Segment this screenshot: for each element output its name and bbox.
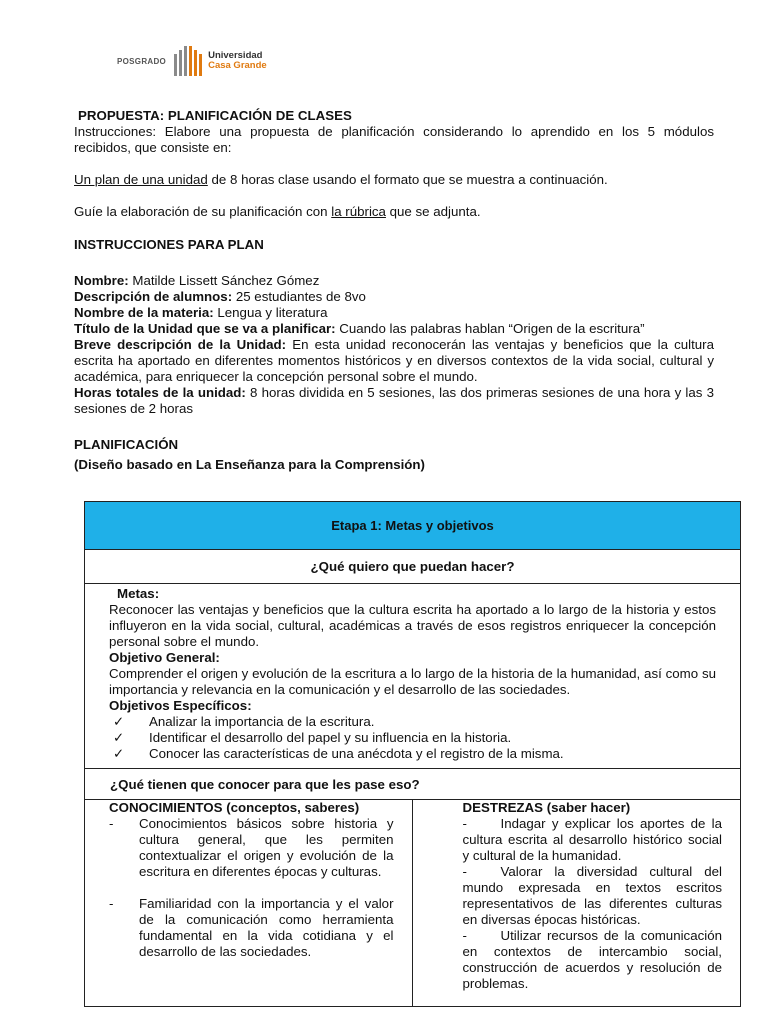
- planning-table: [84, 501, 741, 1007]
- metas-text: Reconocer las ventajas y beneficios que la cultura escrita ha aportado a lo largo de la historia y estos influyeron en la vida social, cultural, académicas a través de esos registros enriquecer la concepción personal sobre el mundo.: [109, 602, 716, 649]
- goals-cell: [85, 583, 740, 768]
- unit-description-line: Breve descripción de la Unidad: En esta unidad reconocerán las ventajas y beneficios que la cultura escrita ha aportado en diferentes momentos históricos y en diversos contextos de la vida social, cultural y académica, para enriquecer la concepción personal sobre el mundo.: [74, 337, 714, 384]
- students-line: Descripción de alumnos: 25 estudiantes de 8vo: [74, 289, 366, 304]
- check-icon: ✓: [113, 746, 125, 761]
- unit-title-line: Título de la Unidad que se va a planificar: Cuando las palabras hablan “Origen de la escritura”: [74, 321, 645, 336]
- university-name-line2: Casa Grande: [208, 60, 267, 71]
- list-item: - Indagar y explicar los aportes de la cultura escrita al desarrollo histórico social y cultural de la humanidad.: [462, 816, 722, 863]
- general-objective-label: Objetivo General:: [109, 650, 220, 665]
- proposal-title: PROPUESTA: PLANIFICACIÓN DE CLASES: [78, 108, 352, 123]
- subject-line: Nombre de la materia: Lengua y literatura: [74, 305, 328, 320]
- plan-link[interactable]: Un plan de una unidad: [74, 172, 208, 187]
- instructions-text: Instrucciones: Elabore una propuesta de planificación considerando lo aprendido en los 5 módulos recibidos, que consiste en:: [74, 124, 714, 155]
- knowledge-title: CONOCIMIENTOS (conceptos, saberes): [109, 800, 360, 815]
- specific-objectives-label: Objetivos Específicos:: [109, 698, 252, 713]
- question-what-do: ¿Qué quiero que puedan hacer?: [85, 549, 740, 583]
- list-item: ✓ Conocer las características de una anécdota y el registro de la misma.: [109, 746, 716, 762]
- specific-objectives-list: [109, 714, 716, 762]
- list-item: - Familiaridad con la importancia y el valor de la comunicación como herramienta fundamental en la vida cotidiana y el desarrollo de las sociedades.: [109, 896, 394, 959]
- logo-bars-icon: [174, 46, 204, 76]
- plan-line: Un plan de una unidad de 8 horas clase usando el formato que se muestra a continuación.: [74, 172, 608, 187]
- check-icon: ✓: [113, 730, 125, 745]
- knowledge-column: [85, 800, 413, 1006]
- list-item: ✓ Analizar la importancia de la escritura.: [109, 714, 716, 730]
- intro-section: [74, 108, 714, 473]
- list-item: ✓ Identificar el desarrollo del papel y su influencia en la historia.: [109, 730, 716, 746]
- skills-title: DESTREZAS (saber hacer): [462, 800, 631, 815]
- posgrado-label: POSGRADO: [117, 56, 167, 66]
- guide-line: Guíe la elaboración de su planificación con la rúbrica que se adjunta.: [74, 204, 481, 219]
- list-item: - Valorar la diversidad cultural del mundo expresada en textos escritos representativos de las diferentes culturas en diversas épocas históricas.: [462, 864, 722, 927]
- list-item: - Utilizar recursos de la comunicación en contextos de intercambio social, construcción de acuerdos y resolución de problemas.: [462, 928, 722, 991]
- name-line: Nombre: Matilde Lissett Sánchez Gómez: [74, 273, 320, 288]
- university-name-line1: Universidad: [208, 50, 263, 61]
- university-name: [208, 51, 267, 71]
- planning-subheading: (Diseño basado en La Enseñanza para la Comprensión): [74, 457, 425, 472]
- university-logo: [117, 44, 267, 78]
- plan-instructions-heading: INSTRUCCIONES PARA PLAN: [74, 237, 264, 252]
- skills-column: [413, 800, 741, 1006]
- list-item: - Conocimientos básicos sobre historia y cultura general, que les permiten contextualizar el origen y evolución de la escritura en diferentes épocas y culturas.: [109, 816, 394, 879]
- question-what-know: ¿Qué tienen que conocer para que les pase eso?: [85, 768, 740, 799]
- stage-header: Etapa 1: Metas y objetivos: [85, 502, 740, 549]
- planning-heading: PLANIFICACIÓN: [74, 437, 179, 452]
- knowledge-skills-row: [85, 799, 740, 1006]
- rubric-link[interactable]: la rúbrica: [331, 204, 386, 219]
- general-objective-text: Comprender el origen y evolución de la escritura a lo largo de la historia de la humanidad, así como su importancia y relevancia en la comunicación y el desarrollo de las sociedades.: [109, 666, 716, 697]
- total-hours-line: Horas totales de la unidad: 8 horas dividida en 5 sesiones, las dos primeras sesiones de una hora y las 3 sesiones de 2 horas: [74, 385, 714, 416]
- check-icon: ✓: [113, 714, 125, 729]
- metas-label: Metas:: [117, 586, 160, 601]
